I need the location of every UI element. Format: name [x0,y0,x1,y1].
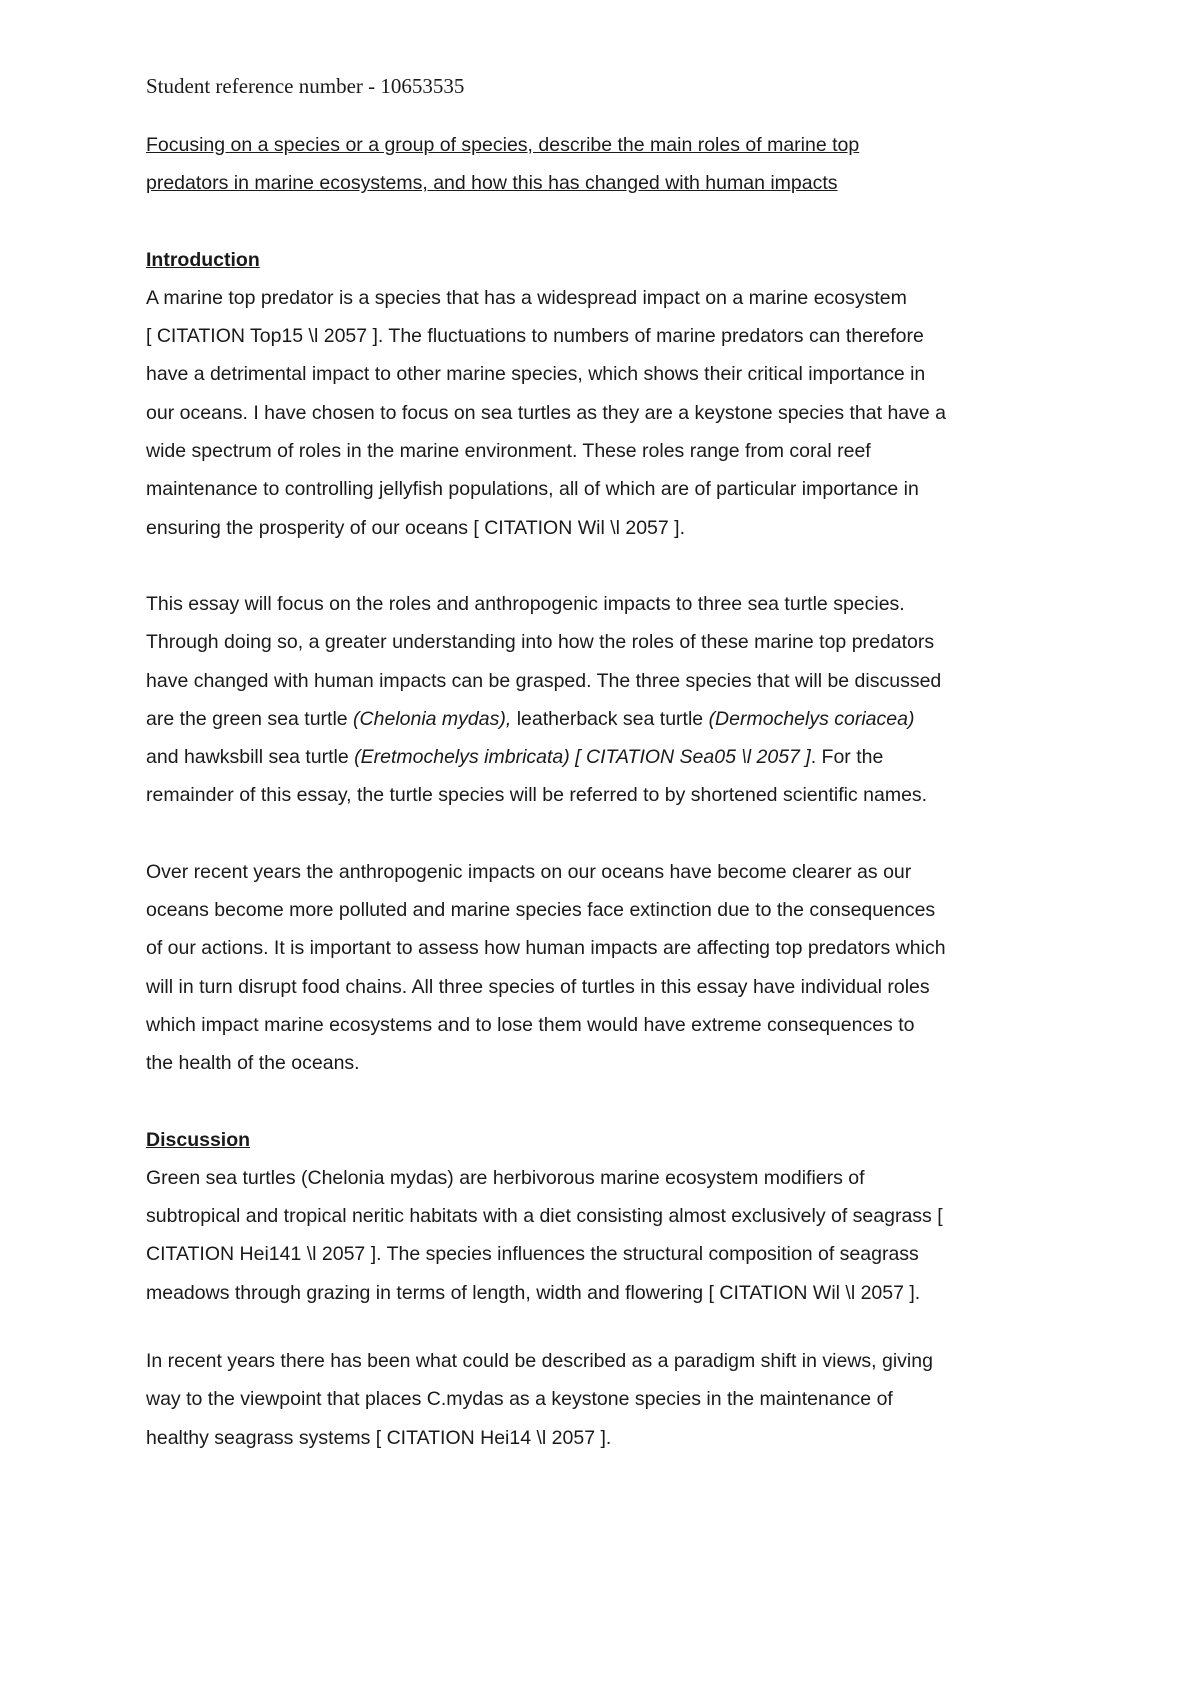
text-line: maintenance to controlling jellyfish populations, all of which are of particular importance in [146,478,919,501]
student-reference: Student reference number - 10653535 [146,74,465,98]
text-line: which impact marine ecosystems and to lose them would have extreme consequences to [146,1013,915,1036]
text-line: Green sea turtles (Chelonia mydas) are herbivorous marine ecosystem modifiers of [146,1166,865,1189]
text-line: In recent years there has been what could be described as a paradigm shift in views, giving [146,1350,933,1373]
discussion-paragraph-2 [146,1342,1086,1457]
text-line [146,700,1086,738]
text-line: This essay will focus on the roles and anthropogenic impacts to three sea turtle species. [146,592,905,615]
text-line: CITATION Hei141 \l 2057 ]. The species influences the structural composition of seagrass [146,1243,919,1266]
text-line: ensuring the prosperity of our oceans [ CITATION Wil \l 2057 ]. [146,516,686,539]
species-name-leatherback: (Dermochelys coriacea) [708,707,915,730]
text-line: healthy seagrass systems [ CITATION Hei14 \l 2057 ]. [146,1426,612,1449]
text-line: the health of the oceans. [146,1052,360,1075]
question-line: Focusing on a species or a group of species, describe the main roles of marine top [146,134,860,156]
introduction-paragraph-3 [146,853,1086,1083]
text-line [146,738,1086,776]
text-line: meadows through grazing in terms of length, width and flowering [ CITATION Wil \l 2057 ]. [146,1281,921,1304]
introduction-paragraph-1 [146,279,1086,547]
essay-question [146,126,1086,203]
text-line: of our actions. It is important to assess how human impacts are affecting top predators which [146,937,946,960]
text-run: leatherback sea turtle [511,707,709,730]
discussion-heading: Discussion [146,1128,251,1151]
text-line: wide spectrum of roles in the marine environment. These roles range from coral reef [146,440,871,463]
text-line: our oceans. I have chosen to focus on sea turtles as they are a keystone species that have a [146,401,946,424]
species-name-hawksbill: (Eretmochelys imbricata) [ CITATION Sea05 \l 2057 ] [354,746,811,769]
question-line: predators in marine ecosystems, and how this has changed with human impacts [146,172,838,195]
text-line: Over recent years the anthropogenic impacts on our oceans have become clearer as our [146,860,912,883]
text-line: have a detrimental impact to other marine species, which shows their critical importance in [146,363,926,386]
text-line: subtropical and tropical neritic habitats with a diet consisting almost exclusively of seagrass [ [146,1205,943,1228]
text-line: will in turn disrupt food chains. All three species of turtles in this essay have individual roles [146,975,930,998]
text-line: Through doing so, a greater understanding into how the roles of these marine top predators [146,631,935,654]
text-run: are the green sea turtle [146,707,354,730]
text-line: [ CITATION Top15 \l 2057 ]. The fluctuations to numbers of marine predators can therefore [146,325,924,348]
discussion-paragraph-1 [146,1159,1086,1312]
text-run: . For the [810,746,884,769]
introduction-paragraph-2 [146,585,1086,815]
text-run: and hawksbill sea turtle [146,746,355,769]
text-line: way to the viewpoint that places C.mydas as a keystone species in the maintenance of [146,1388,893,1411]
species-name-green: (Chelonia mydas), [353,707,512,730]
text-line: oceans become more polluted and marine species face extinction due to the consequences [146,899,936,922]
introduction-heading: Introduction [146,248,260,271]
text-line: remainder of this essay, the turtle species will be referred to by shortened scientific names. [146,784,928,807]
document-page [146,66,1086,1495]
text-line: have changed with human impacts can be grasped. The three species that will be discussed [146,669,942,692]
text-line: A marine top predator is a species that has a widespread impact on a marine ecosystem [146,286,907,309]
